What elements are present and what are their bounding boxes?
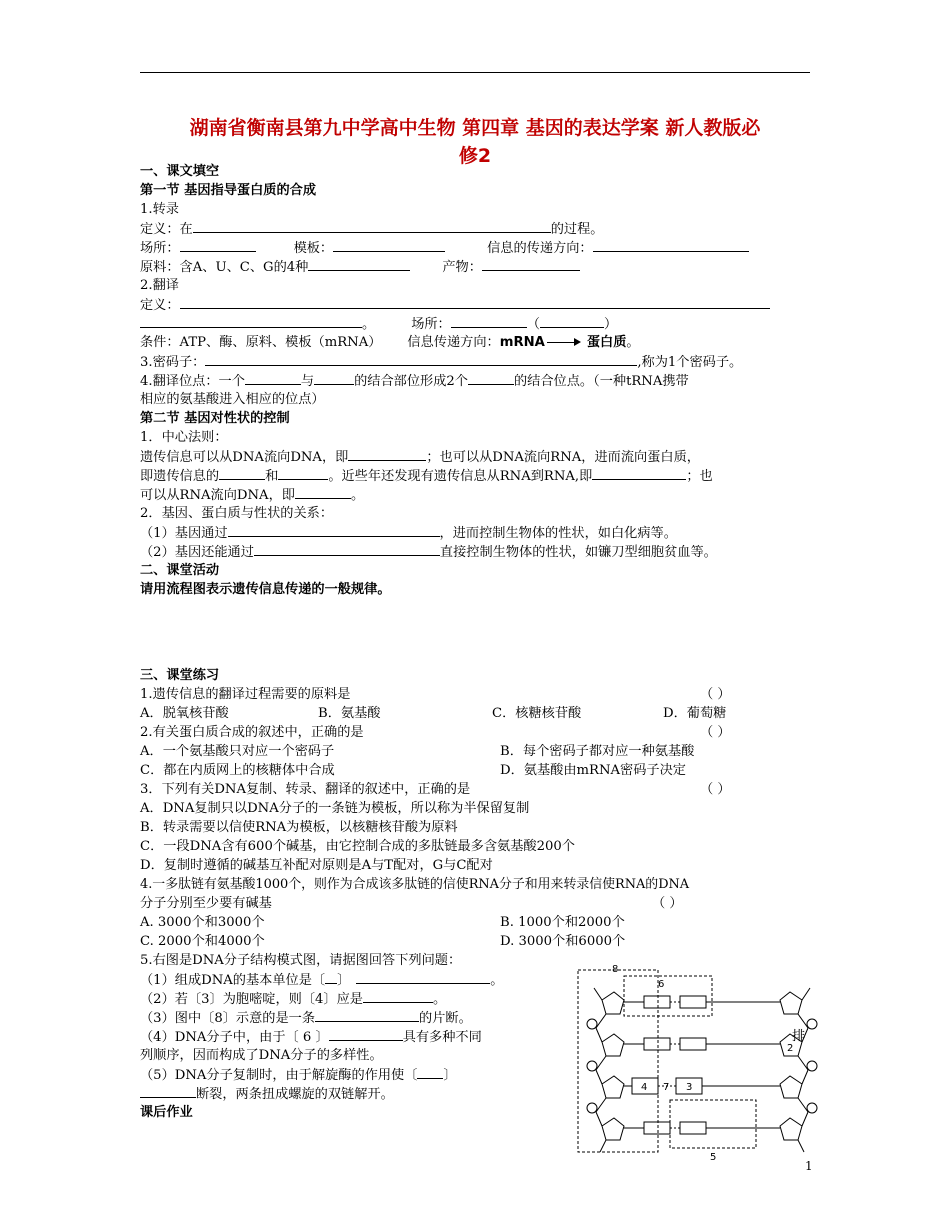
label-4: 4 — [641, 1082, 648, 1093]
q4-option-c: C. 2000个和4000个 — [140, 934, 265, 949]
transcription-heading: 1.转录 — [140, 202, 179, 217]
right-arrow-icon — [547, 342, 579, 343]
right-backbone — [780, 988, 817, 1152]
blank[interactable] — [278, 466, 328, 480]
answer-paren[interactable]: （ ） — [700, 687, 731, 702]
q5-part-1: （1）组成DNA的基本单位是〔 〕 。 — [140, 970, 503, 990]
answer-paren[interactable]: （ ） — [700, 782, 731, 797]
central-dogma-line-1: 遗传信息可以从DNA流向DNA，即 ；也可以从DNA流向RNA，进而流向蛋白质， — [140, 447, 700, 467]
homework-heading: 课后作业 — [140, 1105, 193, 1120]
section-2-heading: 二、课堂活动 — [140, 563, 220, 578]
left-backbone — [587, 988, 624, 1152]
q2-option-c: C．都在内质网上的核糖体中合成 — [140, 763, 335, 778]
blank[interactable] — [468, 371, 514, 385]
q4-option-b: B. 1000个和2000个 — [500, 915, 625, 930]
question-4-line-1: 4.一多肽链有氨基酸1000个，则作为合成该多肽链的信使RNA分子和用来转录信使RNA的DNA — [140, 877, 690, 892]
blank[interactable] — [308, 257, 410, 271]
blank[interactable] — [333, 238, 445, 252]
codon-line: 3.密码子： ,称为1个密码子。 — [140, 352, 742, 372]
section-3-heading: 三、课堂练习 — [140, 668, 220, 683]
q4-option-a: A. 3000个和3000个 — [140, 915, 265, 930]
q5-part-5: （5）DNA分子复制时，由于解旋酶的作用使〔 〕 — [140, 1065, 457, 1085]
label-6: 6 — [658, 979, 665, 990]
blank[interactable] — [315, 1008, 419, 1022]
q3-option-c: C．一段DNA含有600个碱基，由它控制合成的多肽链最多含氨基酸200个 — [140, 839, 575, 854]
blank[interactable] — [295, 485, 351, 499]
translation-site-line-4b: 相应的氨基酸进入相应的位点） — [140, 392, 325, 407]
q3-option-b: B．转录需要以信使RNA为模板，以核糖核苷酸为原料 — [140, 820, 458, 835]
label-2: 2 — [787, 1043, 794, 1054]
blank[interactable] — [540, 314, 604, 328]
label-5: 5 — [710, 1152, 717, 1163]
translation-definition: 定义： — [140, 295, 770, 315]
question-3: 3．下列有关DNA复制、转录、翻译的叙述中，正确的是 — [140, 782, 471, 797]
q5-part-4-wrap: 排 — [792, 1029, 806, 1044]
q5-part-2: （2）若〔3〕为胞嘧啶，则〔4〕应是 。 — [140, 989, 446, 1009]
central-dogma-heading: 1．中心法则： — [140, 430, 228, 445]
blank[interactable] — [482, 257, 580, 271]
section-1-heading: 一、课文填空 — [140, 164, 220, 179]
translation-heading: 2.翻译 — [140, 278, 179, 293]
question-5: 5.右图是DNA分子结构模式图，请据图回答下列问题： — [140, 953, 462, 968]
blank[interactable] — [592, 466, 686, 480]
page-title — [140, 114, 810, 170]
blank[interactable] — [140, 314, 362, 328]
page-number: 1 — [805, 1159, 813, 1173]
q1-option-c: C．核糖核苷酸 — [492, 706, 582, 721]
blank[interactable] — [245, 371, 301, 385]
q1-option-b: B．氨基酸 — [318, 706, 381, 721]
q5-part-4-cont: 列顺序，因而构成了DNA分子的多样性。 — [140, 1048, 383, 1063]
translation-site-line: 。 场所： （ ） — [140, 314, 617, 334]
blank[interactable] — [180, 295, 770, 309]
blank[interactable] — [593, 238, 749, 252]
answer-paren[interactable]: （ ） — [652, 896, 683, 911]
answer-paren[interactable]: （ ） — [700, 725, 731, 740]
relation-item-1: （1）基因通过 ，进而控制生物体的性状，如白化病等。 — [140, 523, 677, 543]
blank[interactable] — [205, 352, 637, 366]
relation-item-2: （2）基因还能通过 直接控制生物体的性状，如镰刀型细胞贫血等。 — [140, 542, 717, 562]
blank[interactable] — [140, 1084, 196, 1098]
q2-option-b: B．每个密码子都对应一种氨基酸 — [500, 744, 695, 759]
q4-option-d: D. 3000个和6000个 — [500, 934, 626, 949]
section-2-task: 请用流程图表示遗传信息传递的一般规律。 — [140, 582, 391, 597]
translation-site-line-4: 4.翻译位点：一个 与 的结合部位形成2个 的结合位点。（一种tRNA携带 — [140, 371, 689, 391]
blank[interactable] — [314, 371, 354, 385]
header-rule — [140, 72, 810, 73]
q5-part-4: （4）DNA分子中，由于〔 6 〕 具有多种不同 — [140, 1027, 482, 1047]
central-dogma-line-3: 可以从RNA流向DNA，即 。 — [140, 485, 364, 505]
q5-part-3: （3）图中〔8〕示意的是一条 的片断。 — [140, 1008, 472, 1028]
blank[interactable] — [363, 989, 433, 1003]
blank[interactable] — [329, 1027, 403, 1041]
transcription-raw-line: 原料：含A、U、C、G的4种 产物： — [140, 257, 580, 277]
q3-option-d: D．复制时遵循的碱基互补配对原则是A与T配对，G与C配对 — [140, 858, 493, 873]
title-line-2: 修2 — [458, 145, 492, 167]
q2-option-d: D．氨基酸由mRNA密码子决定 — [500, 763, 686, 778]
q3-option-a: A．DNA复制只以DNA分子的一条链为模板，所以称为半保留复制 — [140, 801, 530, 816]
question-2: 2.有关蛋白质合成的叙述中，正确的是 — [140, 725, 364, 740]
section-1-lesson-2: 第二节 基因对性状的控制 — [140, 411, 290, 426]
blank[interactable] — [180, 238, 256, 252]
q5-part-5-cont: 断裂，两条扭成螺旋的双链解开。 — [140, 1084, 394, 1104]
blank[interactable] — [254, 542, 440, 556]
blank[interactable] — [451, 314, 527, 328]
blank[interactable] — [325, 970, 337, 984]
dna-structure-diagram — [572, 962, 832, 1164]
relation-heading: 2．基因、蛋白质与性状的关系： — [140, 506, 334, 521]
label-7: 7 — [663, 1082, 670, 1093]
blank[interactable] — [228, 523, 440, 537]
q1-option-a: A．脱氧核苷酸 — [140, 706, 229, 721]
question-1: 1.遗传信息的翻译过程需要的原料是 — [140, 687, 351, 702]
section-1-lesson-1: 第一节 基因指导蛋白质的合成 — [140, 183, 317, 198]
blank[interactable] — [356, 970, 490, 984]
blank[interactable] — [193, 219, 551, 233]
label-3: 3 — [686, 1082, 693, 1093]
blank[interactable] — [348, 447, 426, 461]
central-dogma-line-2: 即遗传信息的 和 。近些年还发现有遗传信息从RNA到RNA,即 ；也 — [140, 466, 713, 486]
q2-option-a: A．一个氨基酸只对应一个密码子 — [140, 744, 335, 759]
blank[interactable] — [417, 1065, 443, 1079]
title-line-1: 湖南省衡南县第九中学高中生物 第四章 基因的表达学案 新人教版必 — [189, 117, 761, 139]
label-8: 8 — [612, 964, 619, 975]
blank[interactable] — [219, 466, 265, 480]
box-5 — [670, 1100, 756, 1148]
question-4-line-2: 分子分别至少要有碱基 — [140, 896, 272, 911]
transcription-definition: 定义：在 的过程。 — [140, 219, 604, 239]
translation-conditions: 条件：ATP、酶、原料、模板（mRNA） 信息传递方向：mRNA 蛋白质。 — [140, 335, 640, 350]
transcription-site-line: 场所： 模板： 信息的传递方向： — [140, 238, 749, 258]
q1-option-d: D．葡萄糖 — [663, 706, 727, 721]
base-pairs — [624, 996, 780, 1134]
